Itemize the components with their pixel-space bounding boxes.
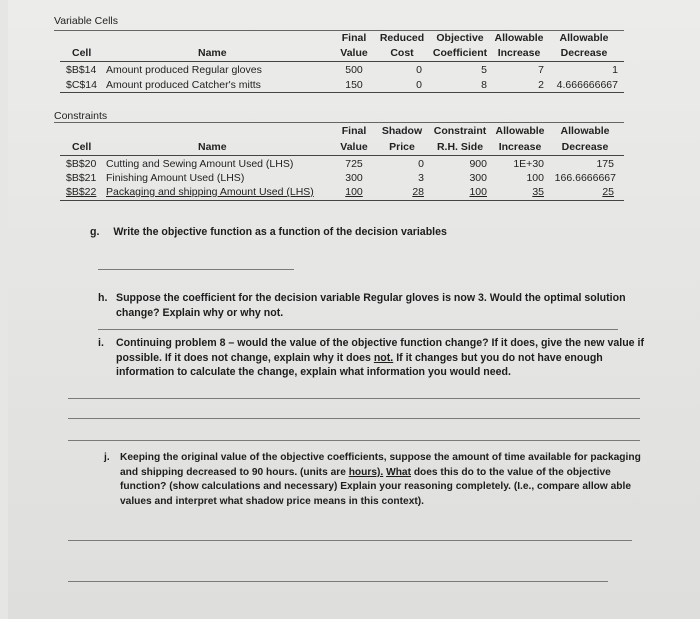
- vc-row1-name: Amount produced Regular gloves: [106, 64, 262, 76]
- vc-header-cell: Cell: [72, 47, 92, 59]
- vc-row2-dec: 4.666666667: [556, 79, 618, 91]
- vc-header-allow-dec-1: Allowable: [559, 32, 609, 44]
- c-row1-cell: $B$20: [66, 158, 97, 170]
- vc-header-allow-dec-2: Decrease: [560, 47, 608, 59]
- worksheet-page: [8, 0, 700, 619]
- vc-header-objective-2: Coefficient: [432, 47, 488, 59]
- constraints-title: Constraints: [54, 110, 108, 122]
- c-row1-rhs: 900: [469, 158, 487, 170]
- c-row1-final: 725: [345, 158, 363, 170]
- vc-row2-final: 150: [345, 79, 363, 91]
- c-row3-final: 100: [345, 186, 363, 198]
- variable-cells-title: Variable Cells: [54, 15, 118, 27]
- vc-row2-name: Amount produced Catcher's mitts: [106, 79, 261, 91]
- vc-header-final-2: Value: [340, 47, 368, 59]
- c-row2-inc: 100: [526, 172, 544, 184]
- c-header-name: Name: [198, 141, 227, 153]
- vc-header-allow-inc-1: Allowable: [494, 32, 544, 44]
- c-row2-final: 300: [345, 172, 363, 184]
- variable-cells-report: [8, 0, 700, 100]
- c-row3-cell: $B$22: [66, 186, 97, 198]
- question-i-line2: [116, 351, 603, 366]
- vc-row2-reduced: 0: [416, 79, 422, 91]
- vc-header-name: Name: [198, 47, 227, 59]
- question-j-label: j.: [104, 452, 110, 463]
- question-i-line2b: not.: [373, 351, 394, 364]
- vc-header-reduced-2: Cost: [390, 47, 414, 59]
- vc-row2-inc: 2: [538, 79, 544, 91]
- vc-header-objective-1: Objective: [436, 32, 484, 44]
- c-row3-dec: 25: [602, 186, 614, 198]
- question-i-line2a: possible. If it does not change, explain why it does: [116, 351, 374, 364]
- c-header-allow-dec-2: Decrease: [561, 141, 609, 153]
- c-header-cell: Cell: [72, 141, 92, 153]
- question-j-line2a: and shipping decreased to 90 hours. (units are: [120, 466, 349, 478]
- c-row2-rhs: 300: [469, 172, 487, 184]
- answer-line-i-2[interactable]: [68, 418, 640, 419]
- c-row1-name: Cutting and Sewing Amount Used (LHS): [106, 158, 294, 170]
- c-header-final-1: Final: [341, 125, 367, 137]
- c-row2-cell: $B$21: [66, 172, 97, 184]
- c-row2-name: Finishing Amount Used (LHS): [106, 172, 245, 184]
- c-header-allow-dec-1: Allowable: [560, 125, 610, 137]
- vc-header-reduced-1: Reduced: [379, 32, 425, 44]
- answer-line-j-1[interactable]: [68, 540, 632, 541]
- vc-row1-reduced: 0: [416, 64, 422, 76]
- question-j-line1: Keeping the original value of the objective coefficients, suppose the amount of time available for packaging: [120, 452, 641, 463]
- question-i-label: i.: [98, 337, 104, 349]
- question-g-label: g.: [90, 226, 100, 238]
- vc-row1-inc: 7: [538, 64, 544, 76]
- c-header-constraint-1: Constraint: [433, 125, 487, 137]
- answer-line-g[interactable]: [98, 269, 294, 270]
- question-g-text: Write the objective function as a function of the decision variables: [113, 226, 447, 238]
- c-row2-shadow: 3: [418, 172, 424, 184]
- vc-row1-dec: 1: [612, 64, 618, 76]
- c-row1-dec: 175: [596, 158, 614, 170]
- c-header-constraint-2: R.H. Side: [436, 141, 484, 153]
- c-header-shadow-2: Price: [389, 141, 415, 153]
- c-row3-shadow: 28: [412, 186, 424, 198]
- vc-header-allow-inc-2: Increase: [497, 47, 541, 59]
- question-j-line2b: hours).: [348, 466, 384, 478]
- c-row2-dec: 166.6666667: [554, 172, 616, 184]
- question-j-line4: values and interpret what shadow price means in this context).: [120, 495, 424, 507]
- question-j-line2d: What: [386, 466, 411, 478]
- question-i-line2c: If it changes but you do not have enough: [393, 351, 603, 364]
- question-h-line2: change? Explain why or why not.: [116, 306, 284, 319]
- c-header-final-2: Value: [340, 141, 368, 153]
- c-row3-name: Packaging and shipping Amount Used (LHS): [106, 186, 314, 198]
- vc-header-final-1: Final: [341, 32, 367, 44]
- vc-row2-coef: 8: [481, 79, 487, 91]
- constraints-report: [8, 100, 700, 210]
- answer-line-i-3[interactable]: [68, 440, 640, 441]
- question-h-line1: Suppose the coefficient for the decision variable Regular gloves is now 3. Would the optimal solution: [116, 292, 626, 304]
- vc-row1-final: 500: [345, 64, 363, 76]
- question-h-label: h.: [98, 292, 108, 304]
- question-i-line3: information to calculate the change, explain what information you would need.: [116, 366, 511, 378]
- c-row1-inc: 1E+30: [513, 158, 544, 170]
- c-row1-shadow: 0: [418, 158, 424, 170]
- vc-row1-cell: $B$14: [66, 64, 97, 76]
- question-i-line1: Continuing problem 8 – would the value of the objective function change? If it does, give the new value if: [116, 337, 644, 349]
- c-header-allow-inc-1: Allowable: [495, 125, 545, 137]
- vc-row1-coef: 5: [481, 64, 487, 76]
- answer-line-h[interactable]: [98, 329, 618, 330]
- question-j-line3: function? (show calculations and necessary) Explain your reasoning completely. (I.e., compare allow able: [120, 481, 632, 492]
- answer-line-i-1[interactable]: [68, 398, 640, 399]
- c-header-shadow-1: Shadow: [381, 125, 423, 137]
- c-row3-inc: 35: [532, 186, 544, 198]
- question-j-line2: [120, 466, 611, 481]
- c-row3-rhs: 100: [469, 186, 487, 198]
- answer-line-j-2[interactable]: [68, 581, 608, 582]
- question-j-line2e: does this do to the value of the objective: [410, 466, 611, 478]
- vc-row2-cell: $C$14: [66, 79, 97, 91]
- c-header-allow-inc-2: Increase: [498, 141, 542, 153]
- question-g: [90, 225, 447, 240]
